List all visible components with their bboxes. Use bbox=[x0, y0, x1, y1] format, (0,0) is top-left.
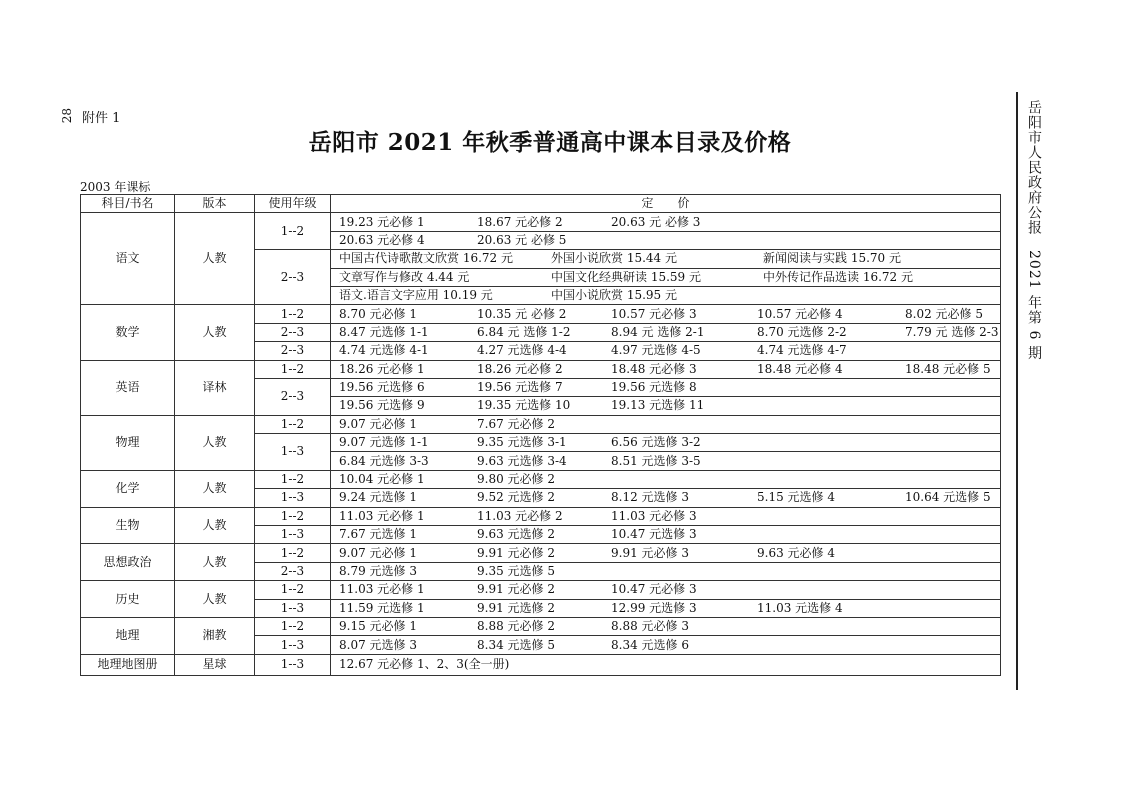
header-edition: 版本 bbox=[175, 195, 255, 213]
textbook-price-table bbox=[80, 194, 1001, 676]
price-list bbox=[331, 342, 1001, 360]
price-list bbox=[331, 452, 1001, 470]
price-item: 中外传记作品选读 16.72 元 bbox=[763, 269, 913, 284]
price-item: 9.91 元必修 2 bbox=[477, 545, 555, 560]
price-item: 9.91 元选修 2 bbox=[477, 600, 555, 615]
gazette-running-header: 岳阳市人民政府公报 2021 年第 6 期 bbox=[1026, 100, 1042, 361]
price-item: 12.67 元必修 1、2、3(全一册) bbox=[339, 657, 510, 672]
subject-name: 物理 bbox=[81, 415, 175, 470]
table-row bbox=[81, 305, 1001, 323]
price-item: 中国古代诗歌散文欣赏 16.72 元 bbox=[339, 251, 513, 266]
price-item: 5.15 元选修 4 bbox=[757, 490, 835, 505]
price-item: 9.07 元选修 1-1 bbox=[339, 435, 429, 450]
table-row bbox=[81, 507, 1001, 525]
grade-range: 1--3 bbox=[255, 599, 331, 617]
price-list bbox=[331, 562, 1001, 580]
subject-name: 历史 bbox=[81, 581, 175, 618]
price-item: 8.88 元必修 3 bbox=[611, 619, 689, 634]
price-list bbox=[331, 360, 1001, 378]
price-item: 8.07 元选修 3 bbox=[339, 637, 417, 652]
price-item: 6.84 元 选修 1-2 bbox=[477, 324, 571, 339]
price-item: 11.59 元选修 1 bbox=[339, 600, 425, 615]
price-item: 9.07 元必修 1 bbox=[339, 545, 417, 560]
price-item: 4.97 元选修 4-5 bbox=[611, 343, 701, 358]
edition: 人教 bbox=[175, 305, 255, 360]
grade-range: 1--3 bbox=[255, 526, 331, 544]
grade-range: 2--3 bbox=[255, 342, 331, 360]
price-item: 7.67 元选修 1 bbox=[339, 527, 417, 542]
price-item: 8.70 元选修 2-2 bbox=[757, 324, 847, 339]
price-list bbox=[331, 470, 1001, 488]
price-item: 10.57 元必修 4 bbox=[757, 306, 843, 321]
price-item: 19.23 元必修 1 bbox=[339, 214, 425, 229]
price-item: 18.48 元必修 3 bbox=[611, 361, 697, 376]
price-item: 19.56 元选修 7 bbox=[477, 380, 563, 395]
price-list bbox=[331, 323, 1001, 341]
grade-range: 2--3 bbox=[255, 250, 331, 305]
price-item: 9.07 元必修 1 bbox=[339, 416, 417, 431]
price-item: 12.99 元选修 3 bbox=[611, 600, 697, 615]
price-item: 8.34 元选修 6 bbox=[611, 637, 689, 652]
subject-name: 生物 bbox=[81, 507, 175, 544]
price-item: 8.12 元选修 3 bbox=[611, 490, 689, 505]
price-item: 10.35 元 必修 2 bbox=[477, 306, 567, 321]
price-list bbox=[331, 636, 1001, 654]
price-list bbox=[331, 581, 1001, 599]
price-item: 中国文化经典研读 15.59 元 bbox=[551, 269, 701, 284]
price-item: 文章写作与修改 4.44 元 bbox=[339, 269, 470, 284]
edition: 译林 bbox=[175, 360, 255, 415]
price-item: 19.56 元选修 9 bbox=[339, 398, 425, 413]
price-item: 语文.语言文字应用 10.19 元 bbox=[339, 288, 493, 303]
price-item: 9.35 元选修 3-1 bbox=[477, 435, 567, 450]
grade-range: 1--3 bbox=[255, 654, 331, 675]
grade-range: 1--2 bbox=[255, 305, 331, 323]
price-item: 19.56 元选修 8 bbox=[611, 380, 697, 395]
price-item: 9.63 元选修 3-4 bbox=[477, 453, 567, 468]
price-item: 18.26 元必修 1 bbox=[339, 361, 425, 376]
price-item: 20.63 元 必修 3 bbox=[611, 214, 701, 229]
price-item: 20.63 元必修 4 bbox=[339, 232, 425, 247]
subject-name: 思想政治 bbox=[81, 544, 175, 581]
grade-range: 1--2 bbox=[255, 581, 331, 599]
table-row bbox=[81, 470, 1001, 488]
price-item: 8.02 元必修 5 bbox=[905, 306, 983, 321]
price-item: 9.15 元必修 1 bbox=[339, 619, 417, 634]
price-item: 9.91 元必修 3 bbox=[611, 545, 689, 560]
grade-range: 2--3 bbox=[255, 323, 331, 341]
price-item: 新闻阅读与实践 15.70 元 bbox=[763, 251, 901, 266]
price-item: 10.04 元必修 1 bbox=[339, 472, 425, 487]
price-item: 19.35 元选修 10 bbox=[477, 398, 571, 413]
document-title: 岳阳市 2021 年秋季普通高中课本目录及价格 bbox=[308, 129, 792, 156]
grade-range: 1--2 bbox=[255, 415, 331, 433]
edition: 人教 bbox=[175, 507, 255, 544]
price-item: 11.03 元选修 4 bbox=[757, 600, 843, 615]
price-item: 10.47 元必修 3 bbox=[611, 582, 697, 597]
price-item: 9.91 元必修 2 bbox=[477, 582, 555, 597]
subject-name: 地理 bbox=[81, 617, 175, 654]
price-item: 10.47 元选修 3 bbox=[611, 527, 697, 542]
subject-name: 英语 bbox=[81, 360, 175, 415]
price-item: 8.70 元必修 1 bbox=[339, 306, 417, 321]
price-list bbox=[331, 286, 1001, 304]
grade-range: 1--2 bbox=[255, 360, 331, 378]
curriculum-label: 2003 年课标 bbox=[80, 180, 151, 194]
price-item: 11.03 元必修 3 bbox=[611, 508, 697, 523]
price-item: 9.35 元选修 5 bbox=[477, 564, 555, 578]
grade-range: 1--2 bbox=[255, 470, 331, 488]
price-list bbox=[331, 489, 1001, 507]
price-item: 18.48 元必修 4 bbox=[757, 361, 843, 376]
price-item: 4.27 元选修 4-4 bbox=[477, 343, 567, 358]
table-row bbox=[81, 415, 1001, 433]
price-list bbox=[331, 305, 1001, 323]
table-row bbox=[81, 581, 1001, 599]
price-item: 8.47 元选修 1-1 bbox=[339, 324, 429, 339]
price-list bbox=[331, 544, 1001, 562]
grade-range: 2--3 bbox=[255, 378, 331, 415]
price-list bbox=[331, 617, 1001, 635]
price-item: 20.63 元 必修 5 bbox=[477, 232, 567, 247]
page-number: 28 bbox=[60, 108, 74, 124]
attachment-label: 附件 1 bbox=[82, 111, 121, 126]
price-list bbox=[331, 378, 1001, 396]
edition: 人教 bbox=[175, 470, 255, 507]
edition: 湘教 bbox=[175, 617, 255, 654]
price-list bbox=[331, 507, 1001, 525]
price-item: 18.48 元必修 5 bbox=[905, 361, 991, 376]
price-item: 19.56 元选修 6 bbox=[339, 380, 425, 395]
header-grade: 使用年级 bbox=[255, 195, 331, 213]
subject-name: 化学 bbox=[81, 470, 175, 507]
edition: 人教 bbox=[175, 544, 255, 581]
price-item: 10.64 元选修 5 bbox=[905, 490, 991, 505]
table-header-row bbox=[81, 195, 1001, 213]
price-item: 8.79 元选修 3 bbox=[339, 564, 417, 578]
price-item: 11.03 元必修 1 bbox=[339, 582, 425, 597]
price-item: 6.84 元选修 3-3 bbox=[339, 453, 429, 468]
table-row bbox=[81, 360, 1001, 378]
price-item: 8.51 元选修 3-5 bbox=[611, 453, 701, 468]
price-item: 9.52 元选修 2 bbox=[477, 490, 555, 505]
price-item: 19.13 元选修 11 bbox=[611, 398, 705, 413]
price-list bbox=[331, 250, 1001, 268]
price-item: 18.26 元必修 2 bbox=[477, 361, 563, 376]
price-item: 8.94 元 选修 2-1 bbox=[611, 324, 705, 339]
price-list bbox=[331, 434, 1001, 452]
price-item: 7.79 元 选修 2-3 bbox=[905, 324, 999, 339]
price-item: 11.03 元必修 2 bbox=[477, 508, 563, 523]
subject-name: 地理地图册 bbox=[81, 654, 175, 675]
price-item: 11.03 元必修 1 bbox=[339, 508, 425, 523]
price-item: 9.63 元必修 4 bbox=[757, 545, 835, 560]
price-list bbox=[331, 599, 1001, 617]
subject-name: 语文 bbox=[81, 213, 175, 305]
edition: 星球 bbox=[175, 654, 255, 675]
price-item: 外国小说欣赏 15.44 元 bbox=[551, 251, 677, 266]
grade-range: 1--2 bbox=[255, 213, 331, 250]
price-item: 18.67 元必修 2 bbox=[477, 214, 563, 229]
grade-range: 2--3 bbox=[255, 562, 331, 580]
price-list bbox=[331, 213, 1001, 231]
grade-range: 1--2 bbox=[255, 617, 331, 635]
price-item: 4.74 元选修 4-7 bbox=[757, 343, 847, 358]
edition: 人教 bbox=[175, 213, 255, 305]
table-row bbox=[81, 213, 1001, 231]
grade-range: 1--3 bbox=[255, 434, 331, 471]
price-list bbox=[331, 654, 1001, 675]
price-item: 4.74 元选修 4-1 bbox=[339, 343, 429, 358]
price-item: 中国小说欣赏 15.95 元 bbox=[551, 288, 677, 303]
grade-range: 1--2 bbox=[255, 507, 331, 525]
edition: 人教 bbox=[175, 581, 255, 618]
subject-name: 数学 bbox=[81, 305, 175, 360]
price-item: 9.63 元选修 2 bbox=[477, 527, 555, 542]
side-divider bbox=[1016, 92, 1018, 690]
price-item: 8.88 元必修 2 bbox=[477, 619, 555, 634]
price-list bbox=[331, 231, 1001, 249]
price-item: 8.34 元选修 5 bbox=[477, 637, 555, 652]
grade-range: 1--3 bbox=[255, 489, 331, 507]
price-list bbox=[331, 526, 1001, 544]
price-item: 6.56 元选修 3-2 bbox=[611, 435, 701, 450]
price-item: 9.80 元必修 2 bbox=[477, 472, 555, 487]
price-item: 10.57 元必修 3 bbox=[611, 306, 697, 321]
price-list bbox=[331, 268, 1001, 286]
grade-range: 1--3 bbox=[255, 636, 331, 654]
edition: 人教 bbox=[175, 415, 255, 470]
grade-range: 1--2 bbox=[255, 544, 331, 562]
price-list bbox=[331, 415, 1001, 433]
price-list bbox=[331, 397, 1001, 415]
header-price: 定 价 bbox=[331, 195, 1001, 213]
table-row bbox=[81, 654, 1001, 675]
table-row bbox=[81, 617, 1001, 635]
table-body bbox=[81, 213, 1001, 675]
price-item: 7.67 元必修 2 bbox=[477, 416, 555, 431]
price-item: 9.24 元选修 1 bbox=[339, 490, 417, 505]
table-row bbox=[81, 544, 1001, 562]
header-subject: 科目/书名 bbox=[81, 195, 175, 213]
